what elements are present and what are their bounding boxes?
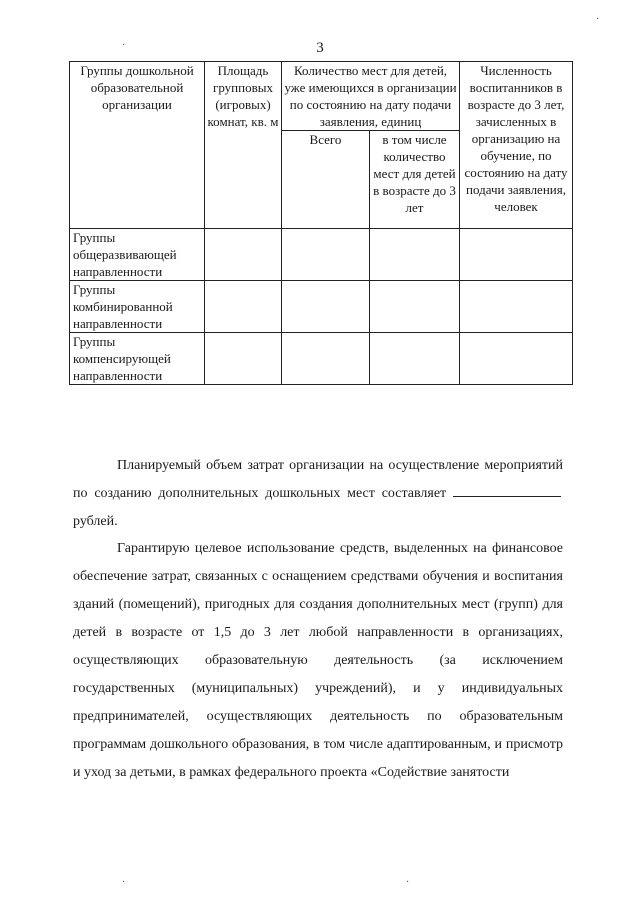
header-enrolled: Численность воспитанников в возрасте до 3 лет, зачисленных в организацию на обучение, по состоянию на дату подачи заявления, человек <box>460 62 573 229</box>
costs-paragraph <box>73 452 563 536</box>
amount-blank-line <box>453 482 561 497</box>
row-label: Группы компенсирующей направленности <box>70 333 205 385</box>
scan-speck-mark: · <box>122 40 126 51</box>
cell-enrolled <box>460 333 573 385</box>
scan-speck-mark: · <box>596 14 600 25</box>
scan-speck-mark: · <box>406 877 410 888</box>
cell-under3 <box>370 333 460 385</box>
table-row <box>70 333 573 385</box>
row-label: Группы комбинированной направленности <box>70 281 205 333</box>
costs-unit: рублей. <box>73 514 118 529</box>
table-row <box>70 281 573 333</box>
cell-total <box>282 281 370 333</box>
header-places-under3: в том числе количество мест для детей в возрасте до 3 лет <box>370 131 460 229</box>
cell-total <box>282 333 370 385</box>
cell-area <box>205 333 282 385</box>
header-groups: Группы дошкольной образовательной организации <box>70 62 205 229</box>
page-number: 3 <box>316 40 324 56</box>
cell-enrolled <box>460 229 573 281</box>
header-area: Площадь групповых (игровых) комнат, кв. м <box>205 62 282 229</box>
guarantee-paragraph <box>73 535 563 787</box>
header-places: Количество мест для детей, уже имеющихся в организации по состоянию на дату подачи заявления, единиц <box>282 62 460 131</box>
scan-speck-mark: · <box>122 877 126 888</box>
table-row <box>70 229 573 281</box>
cell-enrolled <box>460 281 573 333</box>
row-label: Группы общеразвивающей направленности <box>70 229 205 281</box>
guarantee-text: Гарантирую целевое использование средств, выделенных на финансовое обеспечение затрат, связанных с оснащением средствами обучения и воспитания зданий (помещений), пригодных для создания дополнительных мест (групп) для детей в возрасте от 1,5 до 3 лет любой направленности в организациях, осуществляющих образовательную деятельность (за исключением государственных (муниципальных) учреждений), и у индивидуальных предпринимателей, осуществляющих деятельность по образовательным программам дошкольного образования, в том числе адаптированным, и присмотр и уход за детьми, в рамках федерального проекта «Содействие занятости <box>73 541 563 780</box>
cell-under3 <box>370 229 460 281</box>
cell-area <box>205 281 282 333</box>
cell-area <box>205 229 282 281</box>
groups-table <box>69 61 573 385</box>
cell-total <box>282 229 370 281</box>
costs-text: Планируемый объем затрат организации на осуществление мероприятий по созданию дополнительных дошкольных мест составляет <box>73 458 563 501</box>
header-places-total: Всего <box>282 131 370 229</box>
table-header-row <box>70 62 573 131</box>
cell-under3 <box>370 281 460 333</box>
